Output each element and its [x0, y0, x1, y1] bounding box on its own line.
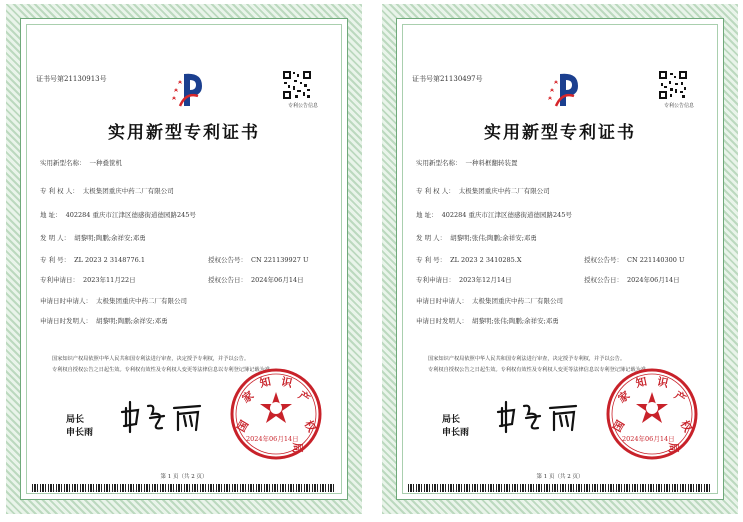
- svg-text:产: 产: [671, 388, 689, 406]
- director-name: 申长雨: [442, 428, 470, 438]
- field-label: 授权公告号：: [584, 256, 623, 264]
- statement-paragraph: 国家知识产权局依照中华人民共和国专利法进行审查，决定授予专利权，并予以公告。: [52, 356, 250, 362]
- field-value: CN 221139927 U: [251, 256, 309, 264]
- barcode: [32, 484, 336, 492]
- certificate-body: [28, 26, 340, 492]
- field-value: 胡黎明;张伟;陶鹏;余祥安;邓勇: [472, 317, 559, 325]
- page-number: 第 1 页（共 2 页）: [160, 474, 208, 480]
- svg-text:知: 知: [634, 375, 649, 391]
- field-label: 地 址：: [416, 211, 438, 219]
- certificate-title: 实用新型专利证书: [108, 123, 260, 143]
- field-label: 专利申请日：: [416, 276, 455, 284]
- patent-certificate-left: [6, 4, 362, 514]
- certificate-body: [404, 26, 716, 492]
- field-announce-date: [208, 275, 304, 284]
- field-value: 一种料框翻转装置: [465, 159, 518, 167]
- field-value: 太极集团重庆中药二厂有限公司: [458, 187, 550, 195]
- statement-paragraph: 国家知识产权局依照中华人民共和国专利法进行审查，决定授予专利权，并予以公告。: [428, 356, 626, 362]
- qr-caption: 专利公告信息: [287, 103, 318, 109]
- field-value: 2023年11月22日: [83, 276, 136, 284]
- field-patent-number: [416, 255, 522, 264]
- svg-text:知: 知: [258, 375, 273, 391]
- field-value: 胡黎明;张伟;陶鹏;余祥安;邓勇: [450, 234, 537, 242]
- field-value: 一种叠筐机: [89, 159, 122, 167]
- field-value: 2024年06月14日: [251, 276, 304, 284]
- field-value: 胡黎明;陶鹏;余祥安;邓勇: [96, 317, 168, 325]
- certificate-number: 证书号第21130497号: [412, 75, 483, 83]
- field-utility-name: [40, 158, 122, 167]
- field-value: 402284 重庆市江津区德感街道德园路245号: [441, 211, 572, 219]
- field-value: 胡黎明;陶鹏;余祥安;邓勇: [74, 234, 146, 242]
- field-value: 太极集团重庆中药二厂有限公司: [472, 297, 563, 305]
- field-value: 2024年06月14日: [627, 276, 680, 284]
- svg-text:识: 识: [279, 375, 294, 391]
- field-utility-name: [416, 158, 518, 167]
- field-inventor: [40, 233, 146, 242]
- qr-code-icon: [282, 70, 312, 100]
- svg-text:家: 家: [239, 388, 257, 406]
- field-patent-number: [40, 255, 145, 264]
- field-inventor: [416, 233, 537, 242]
- handwritten-signature: [118, 396, 208, 436]
- svg-text:权: 权: [301, 418, 319, 435]
- field-label: 实用新型名称：: [40, 159, 86, 167]
- qr-caption: 专利公告信息: [663, 103, 694, 109]
- field-patentee: [416, 186, 550, 195]
- official-seal: [228, 366, 324, 462]
- cnipa-logo-icon: [544, 66, 584, 110]
- field-label: 实用新型名称：: [416, 159, 462, 167]
- field-label: 授权公告日：: [208, 276, 247, 284]
- field-label: 地 址：: [40, 211, 62, 219]
- field-label: 申请日时申请人：: [416, 297, 468, 305]
- barcode: [408, 484, 712, 492]
- field-value: 太极集团重庆中药二厂有限公司: [82, 187, 174, 195]
- field-label: 发 明 人：: [416, 234, 447, 242]
- field-applicant: [416, 296, 563, 305]
- svg-text:局: 局: [667, 442, 680, 454]
- patent-certificate-right: [382, 4, 738, 514]
- field-announce-date: [584, 275, 680, 284]
- field-address: [40, 210, 196, 219]
- svg-text:国: 国: [610, 418, 628, 435]
- field-label: 专 利 号：: [416, 256, 447, 264]
- field-value: ZL 2023 2 3410285.X: [450, 256, 522, 264]
- svg-text:家: 家: [615, 388, 633, 406]
- field-apply-date: [416, 275, 512, 284]
- field-applicant: [40, 296, 187, 305]
- statement-paragraph: 专利权自授权公告之日起生效。专利权有效性及专利权人变更等法律信息以专利登记簿记载为准。: [52, 367, 276, 373]
- svg-text:国: 国: [234, 418, 252, 435]
- handwritten-signature: [494, 396, 584, 436]
- field-label: 申请日时申请人：: [40, 297, 92, 305]
- field-value: ZL 2023 2 3148776.1: [74, 256, 145, 264]
- svg-text:权: 权: [677, 418, 695, 435]
- field-apply-date: [40, 275, 136, 284]
- field-label: 申请日时发明人：: [416, 317, 468, 325]
- director-title: 局长: [442, 415, 461, 425]
- field-applicant-inventor: [416, 316, 559, 325]
- statement-paragraph: 专利权自授权公告之日起生效。专利权有效性及专利权人变更等法律信息以专利登记簿记载为准。: [428, 367, 652, 373]
- field-label: 专 利 号：: [40, 256, 71, 264]
- page-number: 第 1 页（共 2 页）: [536, 474, 584, 480]
- field-label: 专 利 权 人：: [40, 187, 79, 195]
- certificate-number: 证书号第21130913号: [36, 75, 107, 83]
- seal-date: 2024年06月14日: [246, 435, 299, 443]
- field-applicant-inventor: [40, 316, 168, 325]
- qr-code-icon: [658, 70, 688, 100]
- field-label: 发 明 人：: [40, 234, 71, 242]
- svg-text:识: 识: [655, 375, 670, 391]
- field-value: 2023年12月14日: [459, 276, 512, 284]
- field-label: 专利申请日：: [40, 276, 79, 284]
- svg-text:产: 产: [295, 388, 313, 406]
- svg-text:局: 局: [291, 442, 304, 454]
- seal-date: 2024年06月14日: [622, 435, 675, 443]
- director-block: [442, 414, 469, 440]
- director-name: 申长雨: [66, 428, 94, 438]
- certificate-title: 实用新型专利证书: [484, 123, 636, 143]
- cnipa-logo-icon: [168, 66, 208, 110]
- field-value: 402284 重庆市江津区德感街道德园路245号: [65, 211, 196, 219]
- director-block: [66, 414, 93, 440]
- field-address: [416, 210, 572, 219]
- field-patentee: [40, 186, 174, 195]
- official-seal: [604, 366, 700, 462]
- director-title: 局长: [66, 415, 85, 425]
- field-label: 专 利 权 人：: [416, 187, 455, 195]
- field-label: 授权公告日：: [584, 276, 623, 284]
- field-label: 授权公告号：: [208, 256, 247, 264]
- field-announce-number: [584, 255, 685, 264]
- field-value: CN 221140300 U: [627, 256, 685, 264]
- field-label: 申请日时发明人：: [40, 317, 92, 325]
- field-value: 太极集团重庆中药二厂有限公司: [96, 297, 187, 305]
- field-announce-number: [208, 255, 309, 264]
